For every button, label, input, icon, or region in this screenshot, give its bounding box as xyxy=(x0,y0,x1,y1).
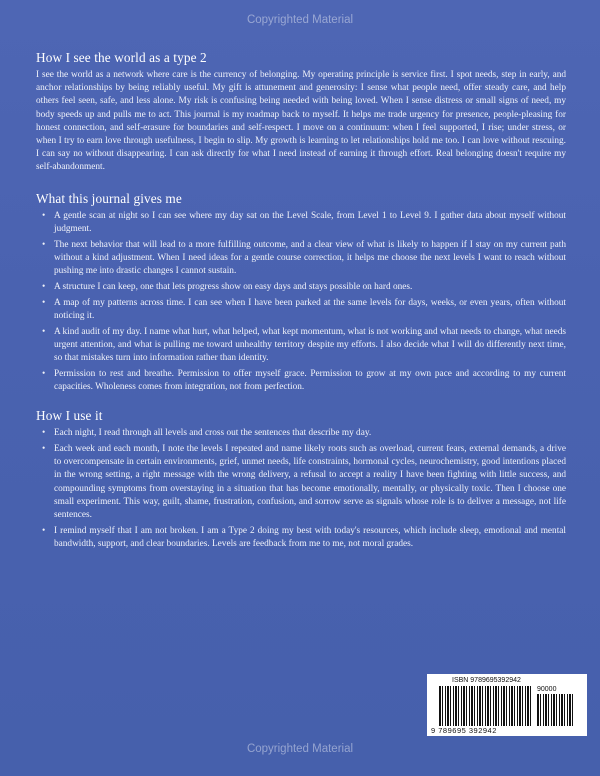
list-item: • A map of my patterns across time. I can see when I have been parked at the same levels for days, weeks, or even years, often without noticing it. xyxy=(54,297,566,323)
journal-gives-list xyxy=(36,210,566,395)
list-item: • Each night, I read through all levels and cross out the sentences that describe my day. xyxy=(54,427,566,440)
copyright-watermark-top: Copyrighted Material xyxy=(246,14,354,26)
list-item: • A structure I can keep, one that lets progress show on easy days and stays possible on hard ones. xyxy=(54,281,566,294)
list-item: • Each week and each month, I note the levels I repeated and name likely roots such as overload, current fears, external demands, a drive to overcompensate in certain environments, grief, unmet needs, life constraints, hormonal cycles, neurochemistry, good intentions placed in the wrong setting, a right message with the wrong delivery, a refusal to accept a reality I have been fighting with little success, and compounding symptoms from overstaying in a situation that has become emotionally, mentally, or physically toxic. Then I choose one small experiment. This way, guilt, shame, frustration, confusion, and sorrow serve as signals whose role is to deliver a message, not life sentences. xyxy=(54,443,566,522)
section-worldview xyxy=(36,50,566,175)
list-item: • A kind audit of my day. I name what hurt, what helped, what kept momentum, what is not working and what needs to change, what needs urgent attention, and what is pulling me toward unhealthy territory despite my efforts. I also decide what I will do differently next time, so that mistakes turn into information rather than identity. xyxy=(54,326,566,366)
worldview-paragraph: I see the world as a network where care is the currency of belonging. My operating principle is service first. I spot needs, step in early, and anchor relationships by being reliably useful. My gift is attunement and generosity: I sense what people need, offer steady care, and help others feel seen, safe, and less alone. My risk is confusing being needed with being loved. When I sense distress or small signs of need, my body speeds up and pulls me to act. This journal is my roadmap back to myself. It helps me trade urgency for presence, people-pleasing for honest connection, and self-erasure for boundaries and self-respect. I move on a continuum: when I feel supported, I rise; under stress, or when I try to earn love through usefulness, I begin to slip. My growth is learning to let relationships hold me too. I can love without rescuing. I can say no without disappearing. I can ask directly for what I need instead of earning it through effort. Real belonging doesn't require my self-abandonment. xyxy=(36,70,566,173)
addon-barcode-bars xyxy=(537,694,577,726)
list-item: • The next behavior that will lead to a more fulfilling outcome, and a clear view of what is likely to happen if I stay on my current path without a kind adjustment. When I need ideas for a gentle course correction, it helps me choose the next levels I want to reach without pushing me into drastic changes I cannot sustain. xyxy=(54,239,566,279)
section-journal-gives xyxy=(36,191,566,395)
list-item: • Permission to rest and breathe. Permission to offer myself grace. Permission to grow at my own pace and according to my current capacities. Wholeness comes from integration, not from perfection. xyxy=(54,368,566,394)
section-heading-journal-gives: What this journal gives me xyxy=(36,190,182,206)
isbn-label: ISBN 9789695392942 xyxy=(452,677,521,684)
list-item: • A gentle scan at night so I can see where my day sat on the Level Scale, from Level 1 to Level 9. I gather data about myself without judgment. xyxy=(54,210,566,236)
section-how-i-use xyxy=(36,408,566,551)
barcode-digits: 9 789695 392942 xyxy=(431,726,497,735)
price-code: 90000 xyxy=(537,686,557,693)
copyright-watermark-bottom: Copyrighted Material xyxy=(246,743,354,755)
section-heading-how-i-use: How I use it xyxy=(36,408,103,424)
section-heading-worldview: How I see the world as a type 2 xyxy=(36,50,207,65)
back-cover-content xyxy=(36,50,566,554)
how-i-use-list xyxy=(36,427,566,551)
list-item: • I remind myself that I am not broken. I am a Type 2 doing my best with today's resources, which include sleep, emotional and mental bandwidth, support, and clear boundaries. Levels are feedback from me to me, not moral grades. xyxy=(54,525,566,551)
isbn-barcode xyxy=(427,674,587,736)
ean13-barcode-bars xyxy=(439,686,531,726)
